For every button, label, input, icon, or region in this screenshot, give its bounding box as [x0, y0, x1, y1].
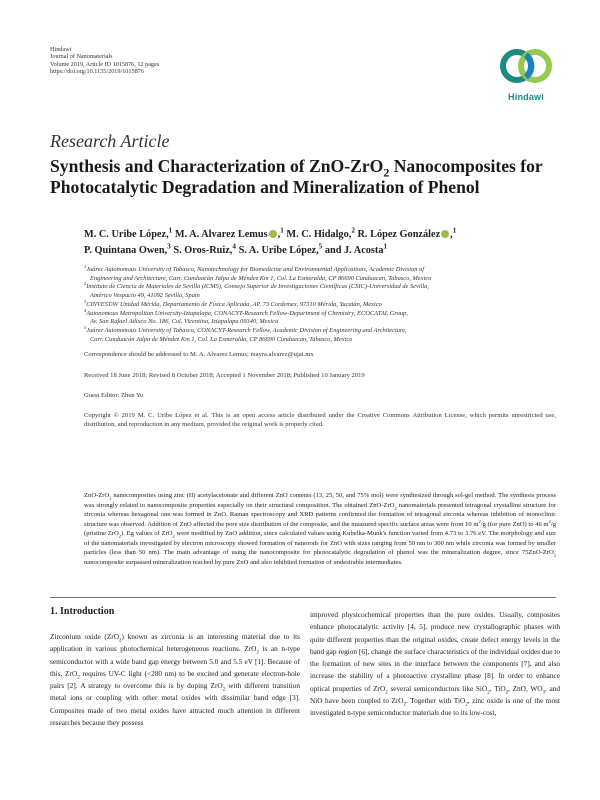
- journal-name: Journal of Nanomaterials: [50, 53, 113, 61]
- license-notice: Copyright © 2019 M. C. Uribe López et al. This is an open access article distributed under the Creative Commons Attribution License, which permits unrestricted use, distribution, and reproduction in any medium, provided the original work is properly cited.: [84, 412, 556, 428]
- affiliations: [84, 263, 554, 344]
- guest-editor: Guest Editor: Zhen Yu: [84, 392, 144, 399]
- title-part: Synthesis and Characterization of ZnO-ZrO: [50, 156, 384, 176]
- author-name[interactable]: S. A. Uribe López,: [238, 245, 319, 256]
- doi-link[interactable]: https://doi.org/10.1155/2019/1015876: [50, 68, 144, 76]
- affiliation: $^4$Autonomous Metropolitan University-Iztapalapa, CONACYT-Research Fellow-Department of Chemistry, ECOCATAL Group,: [84, 307, 408, 317]
- logo-ring-overlap: [526, 55, 531, 77]
- affiliation: $^1$Juárez Autonomous University of Tabasco, Nanotechnology for Biomedicine and Environmental Applications, Academic Division of: [84, 263, 425, 273]
- abstract: ZnO-ZrO$_2$ nanocomposites using zinc (II) acetylacetonate and different ZnO contents (13, 25, 50, and 75% mol) were synthesized through sol-gel method. The synthesis process was strongly related to nanocomposite properties especially on their structural composition. The obtained ZnO-ZrO$_2$ nanomaterials presented tetragonal crystalline structure for zirconia whereas hexagonal one was formed in ZnO. Raman spectroscopy and XRD patterns confirmed the formation of tetragonal zirconia whereas inhibition of monoclinic structure was observed. Addition of ZnO affected the pore size distribution of the composite, and the measured specific surface areas were from 10 $m^2/g$ (for pure ZnO) to 46 $m^2/g$ (pristine ZrO$_2$). Eg values of ZrO$_2$ were modified by ZnO addition, since calculated values using Kubelka-Munk's function varied from 4.73 to 3.76 eV. The morphology and size of the nanomaterials investigated by electron microscopy showed formation of nanorods for ZnO with sizes ranging from 50 nm to 300 nm while zirconia was formed by smaller particles (less than 50 nm). The main advantage of using the nanocomposite for photocatalytic degradation of phenol was the mineralization degree, since 75ZnO-ZrO$_2$ nanocomposite surpassed mineralization reached by pure ZnO and also inhibited formation of undesirable intermediates.: [84, 492, 557, 566]
- author-affil-num: 2: [351, 226, 355, 235]
- title-line-2: Photocatalytic Degradation and Mineralization of Phenol: [50, 177, 480, 197]
- affiliation: $^2$Instituto de Ciencia de Materiales de Sevilla (ICMS), Consejo Superior de Investigaciones Científicas (CSIC)-Universidad de Sevilla,: [84, 281, 429, 291]
- affiliation: $^3$CINVESTAV Unidad Mérida, Departamento de Física Aplicada, AP. 73 Cordemex, 97310 Mérida, Yucatán, Mexico: [84, 298, 382, 308]
- author-affil-num: 1: [383, 242, 388, 251]
- orcid-icon[interactable]: [441, 230, 449, 238]
- article-type: Research Article: [50, 131, 170, 151]
- body-column-left: Zirconium oxide (ZrO$_2$) known as zirconia is an interesting material due to its application in various photochemical heterogeneous reactions. ZrO$_2$ is an n-type semiconductor with a wide band gap energy between 5.0 and 5.5 eV [1]. Because of this, ZrO$_2$ requires UV-C light (<280 nm) to be excited and generate electron-hole pairs [2]. A strategy to overcome this is by doping ZrO$_2$ with different transition metal ions or coupling with other metal oxides with dissimilar band edge [3]. Composites made of two metal oxides have attracted much attention in different researches because they possess: [50, 632, 300, 728]
- orcid-icon[interactable]: [269, 230, 277, 238]
- author-affil-num: 1: [452, 226, 457, 235]
- author-list: M. C. Uribe López,$^1$ M. A. Alvarez Lemus ,$^1$ M. C. Hidalgo,$^2$ R. López González ,$^1$ P. Quintana Owen,$^3$ S. Oros-Ruiz,$^4$ S. A. Uribe López,$^5$ and J. Acosta$^1$: [84, 226, 457, 256]
- author-name[interactable]: M. C. Uribe López,: [84, 229, 169, 240]
- author-name[interactable]: M. A. Alvarez Lemus: [174, 229, 268, 240]
- author-name[interactable]: P. Quintana Owen,: [84, 245, 168, 256]
- section-heading: 1. Introduction: [50, 606, 115, 617]
- affiliation-cont: Carr. Cunduacán Jalpa de Méndez Km 1, Col. La Esmeralda, CP 86690 Cunduacan, Tabasco, Mexico: [90, 335, 353, 343]
- author-name[interactable]: S. Oros-Ruiz,: [173, 245, 233, 256]
- correspondence[interactable]: Correspondence should be addressed to M. A. Alvarez Lemus; mayra.alvarez@ujat.mx: [84, 351, 314, 358]
- section-divider: [50, 597, 556, 598]
- journal-info: [50, 46, 159, 76]
- affiliation: $^5$Juárez Autonomous University of Tabasco, CONACYT-Research Fellow, Academic Division of Engineering and Architecture,: [84, 324, 407, 334]
- author-affil-num: 1: [280, 226, 284, 235]
- article-dates: Received 18 June 2018; Revised 8 October 2018; Accepted 1 November 2018; Published 10 January 2019: [84, 372, 365, 379]
- author-name[interactable]: R. López González: [357, 229, 441, 240]
- affiliation-cont: Engineering and Architecture, Carr. Cunduacán Jalpa de Méndez Km 1, Col. La Esmeralda, CP 86690 Cunduacan, Tabasco, Mexico: [90, 274, 432, 282]
- author-affil-num: 1: [168, 226, 173, 235]
- article-title: [50, 156, 570, 198]
- body-column-right: improved physicochemical properties than the pure oxides. Usually, composites enhance photocatalytic activity [4, 5], produce new crystallographic phases with quite different properties than the original oxides, create defect energy levels in the band gap region [6], change the surface characteristics of the individual oxides due to the formation of new sites in the interface between the components [7], and also increase the stability of a photoactive crystalline phase [8]. In order to enhance optical properties of ZrO$_2$ several semiconductors like SiO$_2$, TiO$_2$, ZnO, $WO_3$, and NiO have been coupled to ZrO$_2$. Together with TiO$_2$, zinc oxide is one of the most investigated n-type semiconductor materials due to its low-cost,: [310, 610, 561, 718]
- logo-wordmark: Hindawi: [508, 92, 544, 102]
- author-affil-num: 4: [232, 242, 236, 251]
- author-name[interactable]: M. C. Hidalgo,: [286, 229, 352, 240]
- title-part: Nanocomposites for: [389, 156, 543, 176]
- title-subscript: 2: [383, 165, 390, 180]
- hindawi-logo-icon: [494, 44, 558, 92]
- author-affil-num: 3: [167, 242, 171, 251]
- volume-info: Volume 2019, Article ID 1015876, 12 pages: [50, 60, 160, 68]
- affiliation-cont: Américo Vespucio 49, 41092 Sevilla, Spain: [90, 292, 200, 300]
- publisher-name: Hindawi: [50, 46, 72, 53]
- author-name[interactable]: and J. Acosta: [324, 245, 384, 256]
- affiliation-cont: Av. San Rafael Atlixco No. 186, Col. Vicentina, Iztapalapa 09340, Mexico: [90, 318, 279, 326]
- author-affil-num: 5: [318, 242, 323, 251]
